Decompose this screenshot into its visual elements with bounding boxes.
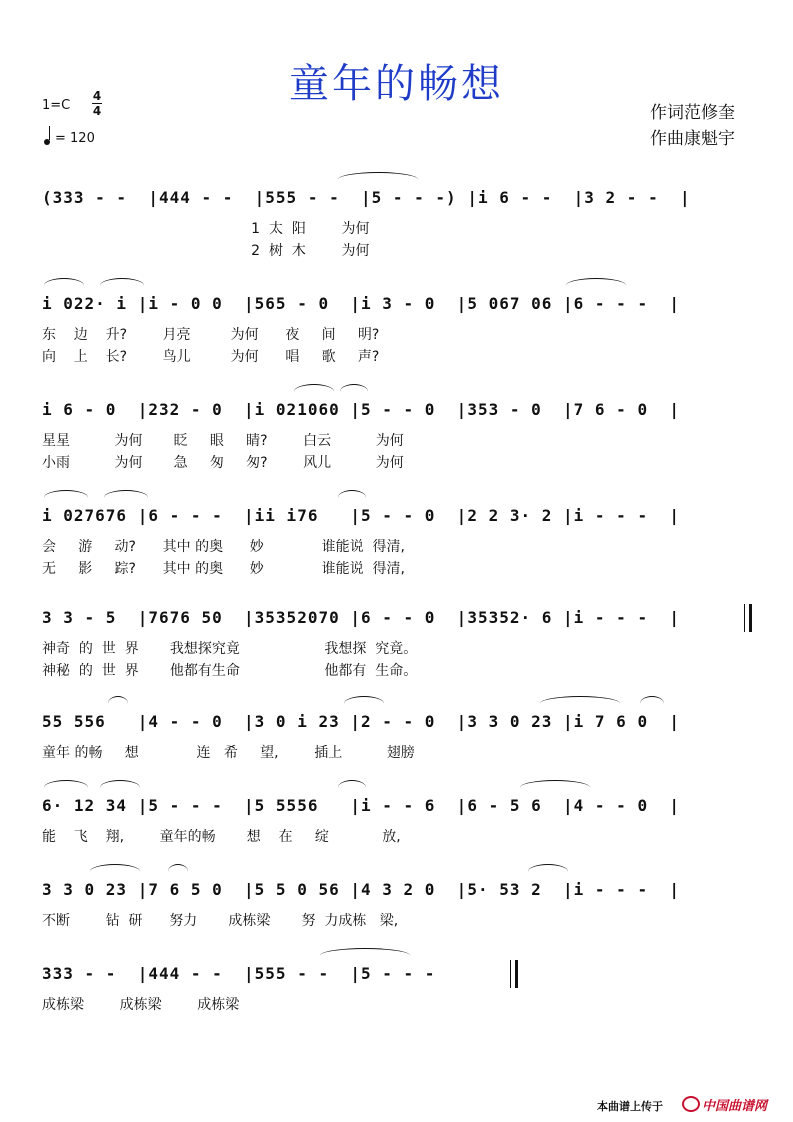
final-barline — [510, 960, 518, 988]
slur — [338, 490, 366, 505]
slur — [44, 780, 88, 795]
slur — [320, 948, 410, 963]
slur — [44, 490, 88, 505]
slur — [540, 696, 620, 711]
time-signature-top: 4 — [92, 89, 102, 103]
time-signature — [92, 90, 102, 117]
notation-line: 6· 12 34 |5 - - - |5 5556 |i - - 6 |6 - 5 6 |4 - - 0 | — [42, 796, 680, 815]
notation-line: 3 3 - 5 |7676 50 |35352070 |6 - - 0 |35352· 6 |i - - - | — [42, 608, 680, 627]
slur — [168, 864, 188, 879]
notation-line: 3 3 0 23 |7 6 5 0 |5 5 0 56 |4 3 2 0 |5· 53 2 |i - - - | — [42, 880, 680, 899]
time-signature-bottom: 4 — [92, 104, 102, 118]
slur — [90, 864, 140, 879]
lyrics-verse-1: 会 游 动? 其中 的奥 妙 谁能说 得清, — [42, 539, 405, 555]
notation-line: 333 - - |444 - - |555 - - |5 - - - — [42, 964, 457, 983]
notation-line: i 022· i |i - 0 0 |565 - 0 |i 3 - 0 |5 067 06 |6 - - - | — [42, 294, 680, 313]
page-title: 童年的畅想 — [289, 61, 504, 107]
lyrics-verse-2: 神秘 的 世 界 他都有生命 他都有 生命。 — [42, 663, 418, 679]
tempo-value: = 120 — [55, 131, 95, 146]
lyrics-verse-2: 无 影 踪? 其中 的奥 妙 谁能说 得清, — [42, 561, 405, 577]
lyrics-verse-1: 神奇 的 世 界 我想探究竟 我想探 究竟。 — [42, 641, 418, 657]
lyrics-verse-1: 星星 为何 眨 眼 睛? 白云 为何 — [42, 433, 404, 449]
notation-line: i 6 - 0 |232 - 0 |i 021060 |5 - - 0 |353 - 0 |7 6 - 0 | — [42, 400, 680, 419]
lyrics: 能 飞 翔, 童年的畅 想 在 绽 放, — [42, 829, 401, 845]
lyrics: 不断 钻 研 努力 成栋梁 努 力成栋 梁, — [42, 913, 399, 929]
notation-line: 55 556 |4 - - 0 |3 0 i 23 |2 - - 0 |3 3 0 23 |i 7 6 0 | — [42, 712, 680, 731]
site-logo-text: 中国曲谱网 — [702, 1099, 768, 1114]
slur — [528, 864, 568, 879]
site-logo[interactable] — [682, 1095, 767, 1114]
notation-line: (333 - - |444 - - |555 - - |5 - - -) |i 6 - - |3 2 - - | — [42, 188, 691, 207]
slur — [108, 696, 128, 711]
logo-icon — [682, 1096, 700, 1112]
slur — [566, 278, 626, 293]
tempo-marking — [44, 128, 95, 146]
slur — [340, 384, 368, 399]
slur — [294, 384, 334, 399]
slur — [100, 278, 144, 293]
slur — [640, 696, 664, 711]
lyrics-verse-1: 1 太 阳 为何 — [42, 221, 370, 237]
key-signature: 1=C — [42, 98, 71, 113]
composer-credit: 作曲康魁宇 — [650, 129, 735, 149]
slur — [44, 278, 84, 293]
slur — [100, 780, 140, 795]
slur — [338, 172, 418, 187]
lyricist-credit: 作词范修奎 — [650, 103, 735, 123]
lyrics-verse-2: 小雨 为何 急 匆 匆? 风儿 为何 — [42, 455, 404, 471]
lyrics: 童年 的畅 想 连 希 望, 插上 翅膀 — [42, 745, 415, 761]
lyrics-verse-1: 东 边 升? 月亮 为何 夜 间 明? — [42, 327, 380, 343]
lyrics: 成栋梁 成栋梁 成栋梁 — [42, 997, 240, 1013]
lyrics-verse-2: 向 上 长? 鸟儿 为何 唱 歌 声? — [42, 349, 380, 365]
repeat-barline — [744, 604, 752, 632]
slur — [338, 780, 366, 795]
slur — [344, 696, 384, 711]
lyrics-verse-2: 2 树 木 为何 — [42, 243, 370, 259]
slur — [104, 490, 148, 505]
slur — [520, 780, 590, 795]
notation-line: i 027676 |6 - - - |ii i76 |5 - - 0 |2 2 3· 2 |i - - - | — [42, 506, 680, 525]
footer-text: 本曲谱上传于 — [597, 1100, 663, 1113]
